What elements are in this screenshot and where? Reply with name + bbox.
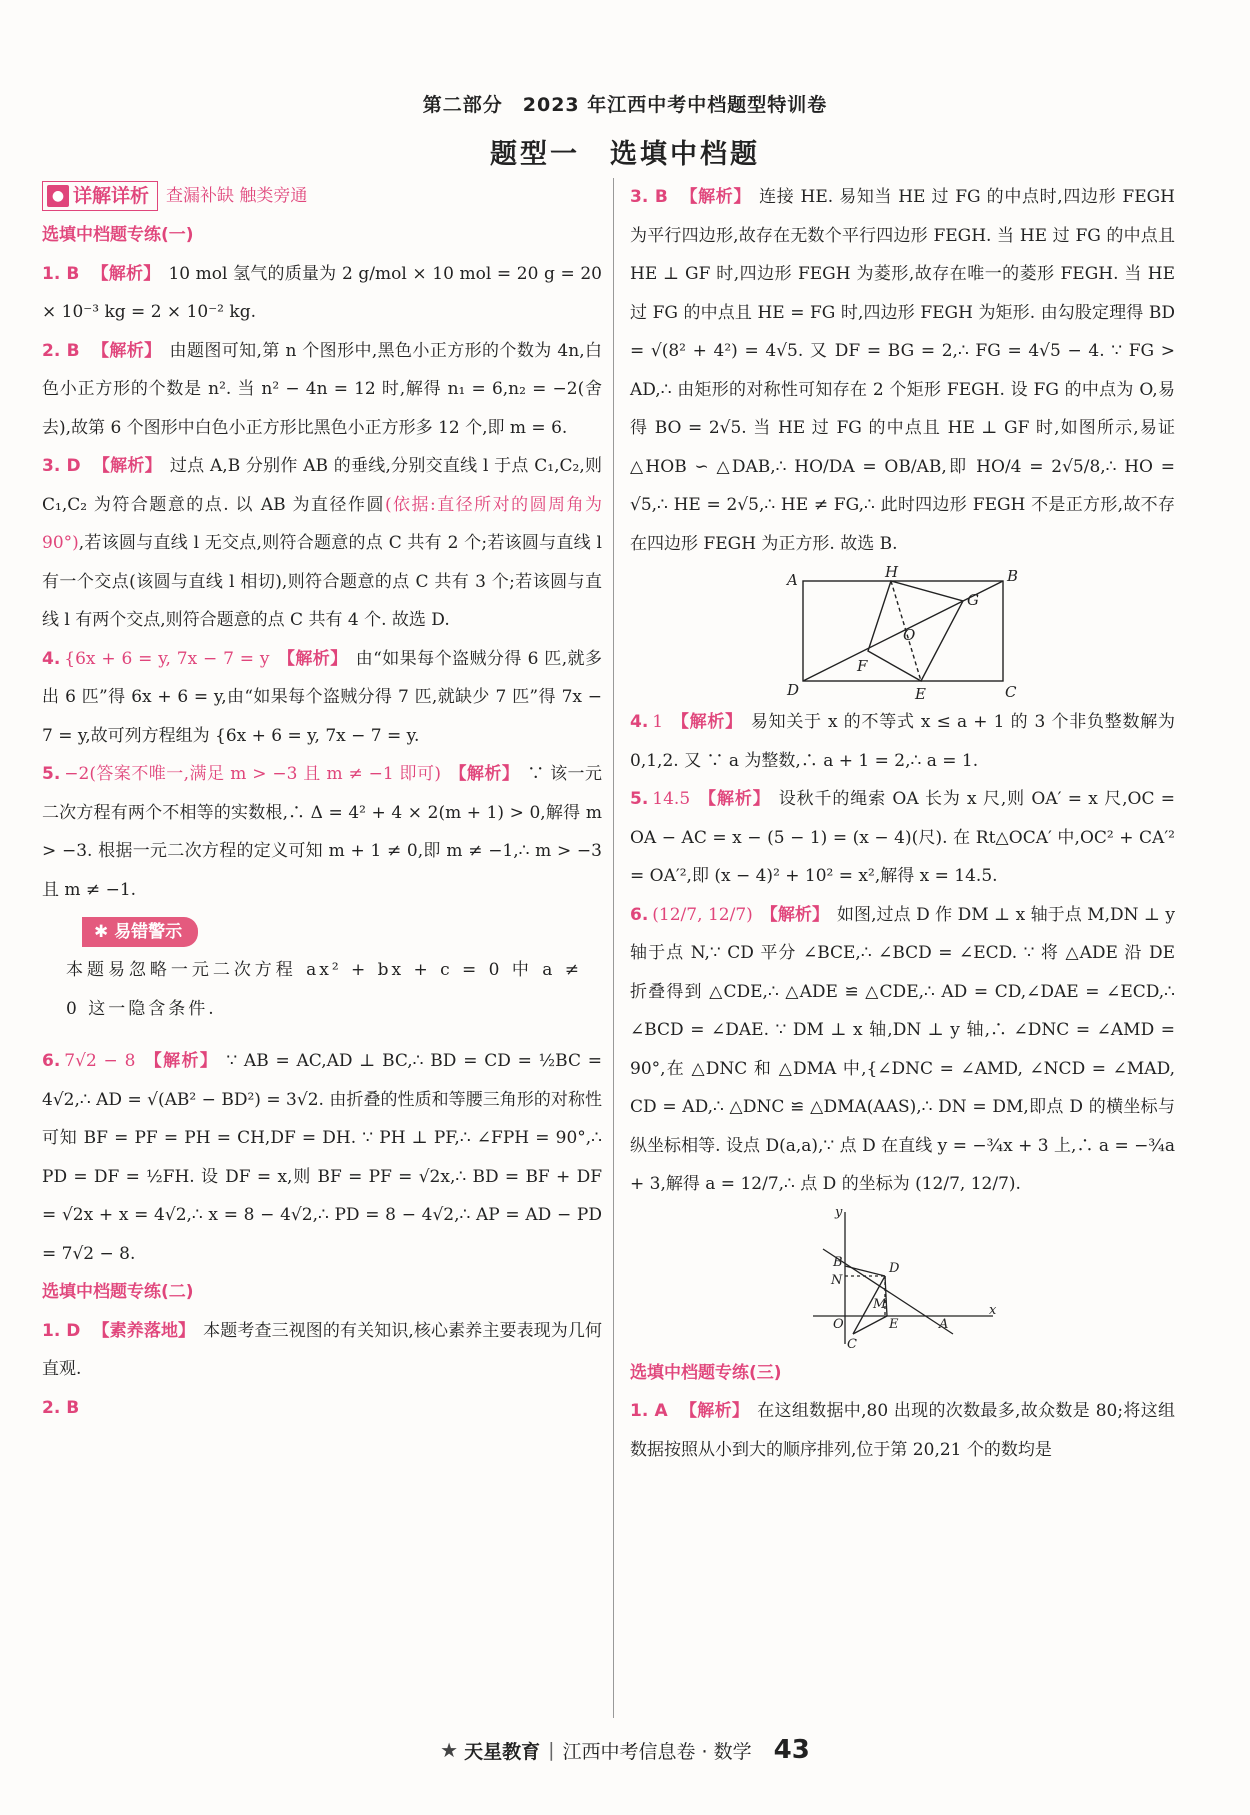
- coordinate-figure: [803, 1204, 1003, 1354]
- item-number: 4.: [42, 648, 61, 669]
- warning-title: 易错警示: [114, 921, 183, 942]
- warning-text: 本题易忽略一元二次方程 ax² + bx + c = 0 中 a ≠ 0 这一隐含条件.: [66, 960, 582, 1019]
- label-d: D: [888, 1260, 899, 1276]
- item-number: 1. B: [42, 263, 80, 284]
- label-y: y: [834, 1204, 842, 1220]
- answer-item: [42, 755, 602, 909]
- column-divider: [613, 178, 614, 1718]
- star-logo-icon: ★: [440, 1738, 459, 1762]
- rectangle-figure: [773, 563, 1033, 703]
- answer-item: [630, 703, 1175, 780]
- left-column: [42, 178, 602, 1427]
- literacy-tag: 【素养落地】: [92, 1320, 196, 1341]
- answer-item: [42, 447, 602, 640]
- item-text: 本题考查三视图的有关知识,核心素养主要表现为几何直观.: [42, 1320, 602, 1380]
- answer-item: [42, 255, 602, 332]
- analysis-tag: 【解析】: [91, 263, 161, 284]
- answer-item: [42, 332, 602, 448]
- label-d: D: [786, 681, 799, 699]
- analysis-tag: 【解析】: [91, 340, 162, 361]
- item-text: 在这组数据中,80 出现的次数最多,故众数是 80;将这组数据按照从小到大的顺序排列,位于第 20,21 个的数均是: [630, 1401, 1176, 1460]
- label-e: E: [914, 685, 926, 703]
- banner: [42, 178, 602, 214]
- item-text: ∵ 该一元二次方程有两个不相等的实数根,∴ Δ = 4² + 4 × 2(m + 1) > 0,解得 m > −3. 根据一元二次方程的定义可知 m + 1 ≠ 0,即 m ≠ −1,∴ m > −3 且 m ≠ −1.: [42, 764, 603, 900]
- answer-item: [630, 178, 1175, 563]
- item-text: 设秋千的绳索 OA 长为 x 尺,则 OA′ = x 尺,OC = OA − AC = x − (5 − 1) = (x − 4)(尺). 在 Rt△OCA′ 中,OC² + CA′² = OA′²,即 (x − 4)² + 10² = x²,解得 x = 14.5.: [630, 789, 1176, 886]
- item-text: ∵ AB = AC,AD ⊥ BC,∴ BD = CD = ½BC = 4√2,∴ AD = √(AB² − BD²) = 3√2. 由折叠的性质和等腰三角形的对称性可知 BF = PF = PH = CH,DF = DH. ∵ PH ⊥ PF,∴ ∠FPH = 90°,∴ PD = DF = ½FH. 设 DF = x,则 BF = PF = √2x,∴ BD = BF + DF = √2x + x = 4√2,∴ x = 8 − 4√2,∴ PD = 8 − 4√2,∴ AP = AD − PD = 7√2 − 8.: [42, 1051, 603, 1264]
- label-e: E: [888, 1316, 898, 1332]
- warning-icon: ✱: [94, 921, 115, 942]
- page-title: 题型一 选填中档题: [490, 139, 760, 170]
- section-heading-2: 选填中档题专练(二): [42, 1282, 194, 1303]
- label-a: A: [786, 571, 798, 589]
- item-text: 易知关于 x 的不等式 x ≤ a + 1 的 3 个非负整数解为 0,1,2. 又 ∵ a 为整数,∴ a + 1 = 2,∴ a = 1.: [630, 712, 1175, 771]
- segment-bd: [845, 1266, 885, 1276]
- analysis-tag: 【解析】: [92, 456, 162, 476]
- label-m: M: [872, 1296, 886, 1312]
- label-b: B: [1006, 567, 1018, 585]
- analysis-tag: 【解析】: [760, 904, 829, 925]
- item-number: 1. D: [42, 1320, 81, 1341]
- item-answer: (12/7, 12/7): [652, 904, 753, 925]
- label-g: G: [966, 591, 979, 609]
- analysis-tag: 【解析】: [449, 764, 520, 784]
- answer-item: [42, 1042, 602, 1273]
- quad-fegh: [868, 581, 963, 681]
- item-text: ,若该圆与直线 l 无交点,则符合题意的点 C 共有 2 个;若该圆与直线 l 有一个交点(该圆与直线 l 相切),则符合题意的点 C 共有 3 个;若该圆与直线 l 有两个交点,则符合题意的点 C 共有 4 个. 故选 D.: [42, 533, 602, 630]
- label-n: N: [830, 1272, 842, 1288]
- page-footer: [0, 1735, 1250, 1765]
- warning-heading: [82, 917, 198, 947]
- series-name: 江西中考信息卷 · 数学: [562, 1740, 752, 1763]
- footer-separator: |: [548, 1739, 555, 1761]
- item-text: 过点 A,B 分别作 AB 的垂线,分别交直线 l 于点 C₁,C₂,则 C₁,C₂ 为符合题意的点. 以 AB 为直径作圆: [42, 456, 603, 515]
- answer-item: [42, 1389, 602, 1428]
- banner-title: 详解详析: [73, 184, 150, 207]
- lightbulb-icon: ●: [47, 185, 69, 207]
- item-text: 如图,过点 D 作 DM ⊥ x 轴于点 M,DN ⊥ y 轴于点 N,∵ CD 平分 ∠BCE,∴ ∠BCD = ∠ECD. ∵ 将 △ADE 沿 DE 折叠得到 △CDE,∴ △ADE ≌ △CDE,∴ AD = CD,∠DAE = ∠ECD,∴ ∠BCD = ∠DAE. ∵ DM ⊥ x 轴,DN ⊥ y 轴,∴ ∠DNC = ∠AMD = 90°,在 △DNC 和 △DMA 中,{∠DNC = ∠AMD, ∠NCD = ∠MAD, CD = AD,∴ △DNC ≌ △DMA(AAS),∴ DN = DM,即点 D 的横坐标与纵坐标相等. 设点 D(a,a),∵ 点 D 在直线 y = −¾x + 3 上,∴ a = −¾a + 3,解得 a = 12/7,∴ 点 D 的坐标为 (12/7, 12/7).: [630, 904, 1175, 1194]
- label-o: O: [832, 1316, 844, 1332]
- item-text: 由“如果每个盗贼分得 6 匹,就多出 6 匹”得 6x + 6 = y,由“如果每个盗贼分得 7 匹,就缺少 7 匹”得 7x − 7 = y,故可列方程组为 {6x + 6 = y, 7x − 7 = y.: [42, 648, 603, 746]
- right-column: [630, 178, 1175, 1469]
- analysis-tag: 【解析】: [679, 187, 752, 207]
- item-number: 3. D: [42, 456, 81, 476]
- item-number: 4.: [630, 712, 649, 732]
- analysis-tag: 【解析】: [679, 1401, 750, 1421]
- answer-item: [42, 640, 602, 756]
- analysis-tag: 【解析】: [143, 1051, 219, 1072]
- answer-item: [42, 1312, 602, 1389]
- answer-item: [630, 1392, 1175, 1469]
- label-c: C: [846, 1336, 857, 1352]
- item-answer: {6x + 6 = y, 7x − 7 = y: [64, 648, 270, 669]
- answer-item: [630, 780, 1175, 896]
- basis-note: (依据:直径所对的圆周角为 90°): [42, 494, 603, 553]
- section-heading-1: 选填中档题专练(一): [42, 225, 194, 245]
- item-text: 连接 HE. 易知当 HE 过 FG 的中点时,四边形 FEGH 为平行四边形,故存在无数个平行四边形 FEGH. 当 HE 过 FG 的中点且 HE ⊥ GF 时,四边形 FEGH 为菱形,故存在唯一的菱形 FEGH. 当 HE 过 FG 的中点且 HE = FG 时,四边形 FEGH 为矩形. 由勾股定理得 BD = √(8² + 4²) = 4√5. 又 DF = BG = 2,∴ FG = 4√5 − 4. ∵ FG > AD,∴ 由矩形的对称性可知存在 2 个矩形 FEGH. 设 FG 的中点为 O,易得 BO = 2√5. 当 HE 过 FG 的中点且 HE ⊥ GF 时,如图所示,易证 △HOB ∽ △DAB,∴ HO/DA = OB/AB,即 HO/4 = 2√5/8,∴ HO = √5,∴ HE = 2√5,∴ HE ≠ FG,∴ 此时四边形 FEGH 不是正方形,故不存在四边形 FEGH 为正方形. 故选 B.: [630, 187, 1176, 554]
- item-text: 由题图可知,第 n 个图形中,黑色小正方形的个数为 4n,白色小正方形的个数是 n². 当 n² − 4n = 12 时,解得 n₁ = 6,n₂ = −2(舍去),故第 6 个图形中白色小正方形比黑色小正方形多 12 个,即 m = 6.: [42, 340, 602, 438]
- banner-box: [42, 181, 158, 211]
- item-text: 10 mol 氢气的质量为 2 g/mol × 10 mol = 20 g = 20 × 10⁻³ kg = 2 × 10⁻² kg.: [42, 263, 603, 322]
- item-answer: −2(答案不唯一,满足 m > −3 且 m ≠ −1 即可): [64, 764, 442, 784]
- page-number: 43: [773, 1735, 810, 1765]
- item-number: 5.: [630, 789, 649, 809]
- item-number: 3. B: [630, 187, 668, 207]
- brand-name: 天星教育: [464, 1740, 541, 1763]
- part-heading: 第二部分 2023 年江西中考中档题型特训卷: [422, 94, 828, 116]
- item-answer: 1: [652, 712, 664, 732]
- label-h: H: [884, 563, 898, 581]
- item-answer: 7√2 − 8: [64, 1051, 136, 1072]
- answer-item: [630, 896, 1175, 1204]
- label-f: F: [856, 657, 867, 675]
- item-number: 2. B: [42, 340, 80, 361]
- analysis-tag: 【解析】: [277, 648, 348, 669]
- analysis-tag: 【解析】: [698, 789, 771, 809]
- label-o: O: [902, 626, 915, 644]
- item-number: 1. A: [630, 1401, 668, 1421]
- banner-subtitle: 查漏补缺 触类旁通: [166, 185, 308, 206]
- label-b: B: [832, 1254, 843, 1270]
- item-number: 6.: [630, 904, 649, 925]
- item-number: 6.: [42, 1051, 61, 1072]
- item-answer: 14.5: [652, 789, 691, 809]
- label-x: x: [988, 1302, 996, 1318]
- item-number: 2. B: [42, 1397, 80, 1418]
- label-a: A: [938, 1316, 948, 1332]
- label-c: C: [1004, 683, 1016, 701]
- analysis-tag: 【解析】: [671, 712, 743, 732]
- item-number: 5.: [42, 764, 61, 784]
- section-heading-3: 选填中档题专练(三): [630, 1362, 782, 1383]
